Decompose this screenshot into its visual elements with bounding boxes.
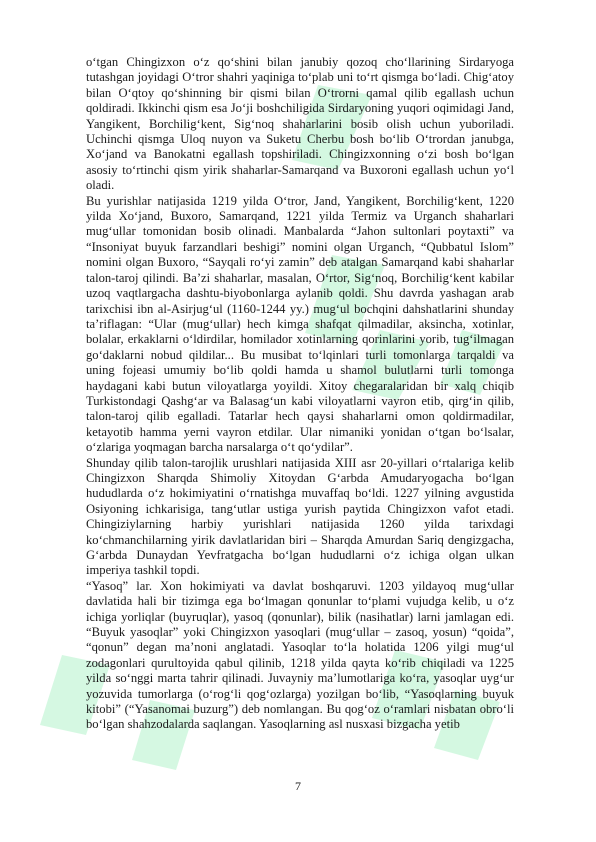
paragraph: “Yasoq” lar. Xon hokimiyati va davlat boshqaruvi. 1203 yildayoq mug‘ullar davlatida hali bir tizimga ega bo‘lmagan qonunlar to‘plami vujudga kelib, u o‘z ichiga yorliqlar (buyruqlar), yasoq (qonunlar), bilik (nasihatlar) larni jamlagan edi. “Buyuk yasoqlar” yoki Chingizxon yasoqlari (mug‘ullar – zasoq, yosun) “qoida”, “qonun” degan ma’noni anglatadi. Yasoqlar to‘la holatida 1206 yilgi mug‘ul zodagonlari qurultoyida qabul qilinib, 1218 yilda qayta ko‘rib chiqiladi va 1225 yilda so‘nggi marta tahrir qilinadi. Juvayniy ma’lumotlariga ko‘ra, yasoqlar uyg‘ur yozuvida tumorlarga (o‘rog‘li qog‘ozlarga) yozilgan bo‘lib, “Yasoqlarning buyuk kitobi” (“Yasanomai buzurg”) deb nomlangan. Bu qog‘oz o‘ramlari nisbatan obro‘li bo‘lgan shahzodalarda saqlangan. Yasoqlarning asl nusxasi bizgacha yetib (86, 578, 514, 732)
page-number: 7 (295, 779, 301, 793)
paragraph: Bu yurishlar natijasida 1219 yilda O‘tror, Jand, Yangikent, Borchilig‘kent, 1220 yilda Xo‘jand, Buxoro, Samarqand, 1221 yilda Termiz va Urganch shaharlari mug‘ullar tomonidan bosib olinadi. Manbalarda “Jahon sultonlari poytaxti” va “Insoniyat buyuk farzandlari beshigi” nomini olgan Urganch, “Qubbatul Islom” nomini olgan Buxoro, “Sayqali ro‘yi zamin” deb atalgan Samarqand kabi shaharlar talon-taroj qilindi. Ba’zi shaharlar, masalan, O‘rtor, Sig‘noq, Borchilig‘kent kabilar uzoq vaqtlargacha dashtu-biyobonlarga aylanib qoldi. Shu davrda yashagan arab tarixchisi ibn al-Asirjug‘ul (1160-1244 yy.) mug‘ul bochqini dahshatlarini shunday ta’riflagan: “Ular (mug‘ullar) hech kimga shafqat qilmadilar, aksincha, xotinlar, bolalar, erkaklarni o‘ldirdilar, homilador xotinlarning qorinlarini yorib, tug‘ilmagan go‘daklarni nobud qildilar... Bu musibat to‘lqinlari turli tomonlarga tarqaldi va uning fojeasi umumiy bo‘lib qoldi hamda u shamol bulutlarni turli tomonga haydagani kabi butun viloyatlarga yoyildi. Xitoy chegaralaridan bir xalq chiqib Turkistondagi Qashg‘ar va Balasag‘un kabi viloyatlarni vayron etib, qirg‘in qilib, talon-taroj qilib egalladi. Tatarlar hech qaysi shaharlarni omon qoldirmadilar, ketayotib hamma yerni vayron etdilar. Ular nimaniki yonidan o‘tgan bo‘lsalar, o‘zlariga yoqmagan barcha narsalarga o‘t qo‘ydilar”. (86, 193, 514, 455)
body-text (86, 55, 514, 733)
paragraph: o‘tgan Chingizxon o‘z qo‘shini bilan janubiy qozoq cho‘llarining Sirdaryoga tutashgan joyidagi O‘tror shahri yaqiniga to‘plab uni to‘rt qismga bo‘ladi. Chig‘atoy bilan O‘qtoy qo‘shinning bir qismi bilan O‘trorni qamal qilib egallash uchun qoldiradi. Ikkinchi qism esa Jo‘ji boshchiligida Sirdaryoning yuqori oqimidagi Jand, Yangikent, Borchilig‘kent, Sig‘noq shaharlarini bosib olish uchun yuboriladi. Uchinchi qismga Uloq nuyon va Suketu Cherbu bosh bo‘lib O‘trordan janubga, Xo‘jand va Banokatni egallash topshiriladi. Chingizxonning o‘zi bosh bo‘lgan asosiy to‘rtinchi qism yirik shaharlar-Samarqand va Buxoroni egallash uchun yo‘l oladi. (86, 55, 514, 193)
paragraph: Shunday qilib talon-tarojlik urushlari natijasida XIII asr 20-yillari o‘rtalariga kelib Chingizxon Sharqda Shimoliy Xitoydan G‘arbda Amudaryogacha bo‘lgan hududlarda o‘z hokimiyatini o‘rnatishga muvaffaq bo‘ldi. 1227 yilning avgustida Osiyoning ichkarisiga, tang‘utlar ustiga yurish paytida Chingizxon vafot etadi. Chingiziylarning harbiy yurishlari natijasida 1260 yilda tarixdagi ko‘chmanchilarning yirik davlatlaridan biri – Sharqda Amurdan Sariq dengizgacha, G‘arbda Dunaydan Yevfratgacha bo‘lgan hududlarni o‘z ichiga olgan ulkan imperiya tashkil topdi. (86, 455, 514, 578)
